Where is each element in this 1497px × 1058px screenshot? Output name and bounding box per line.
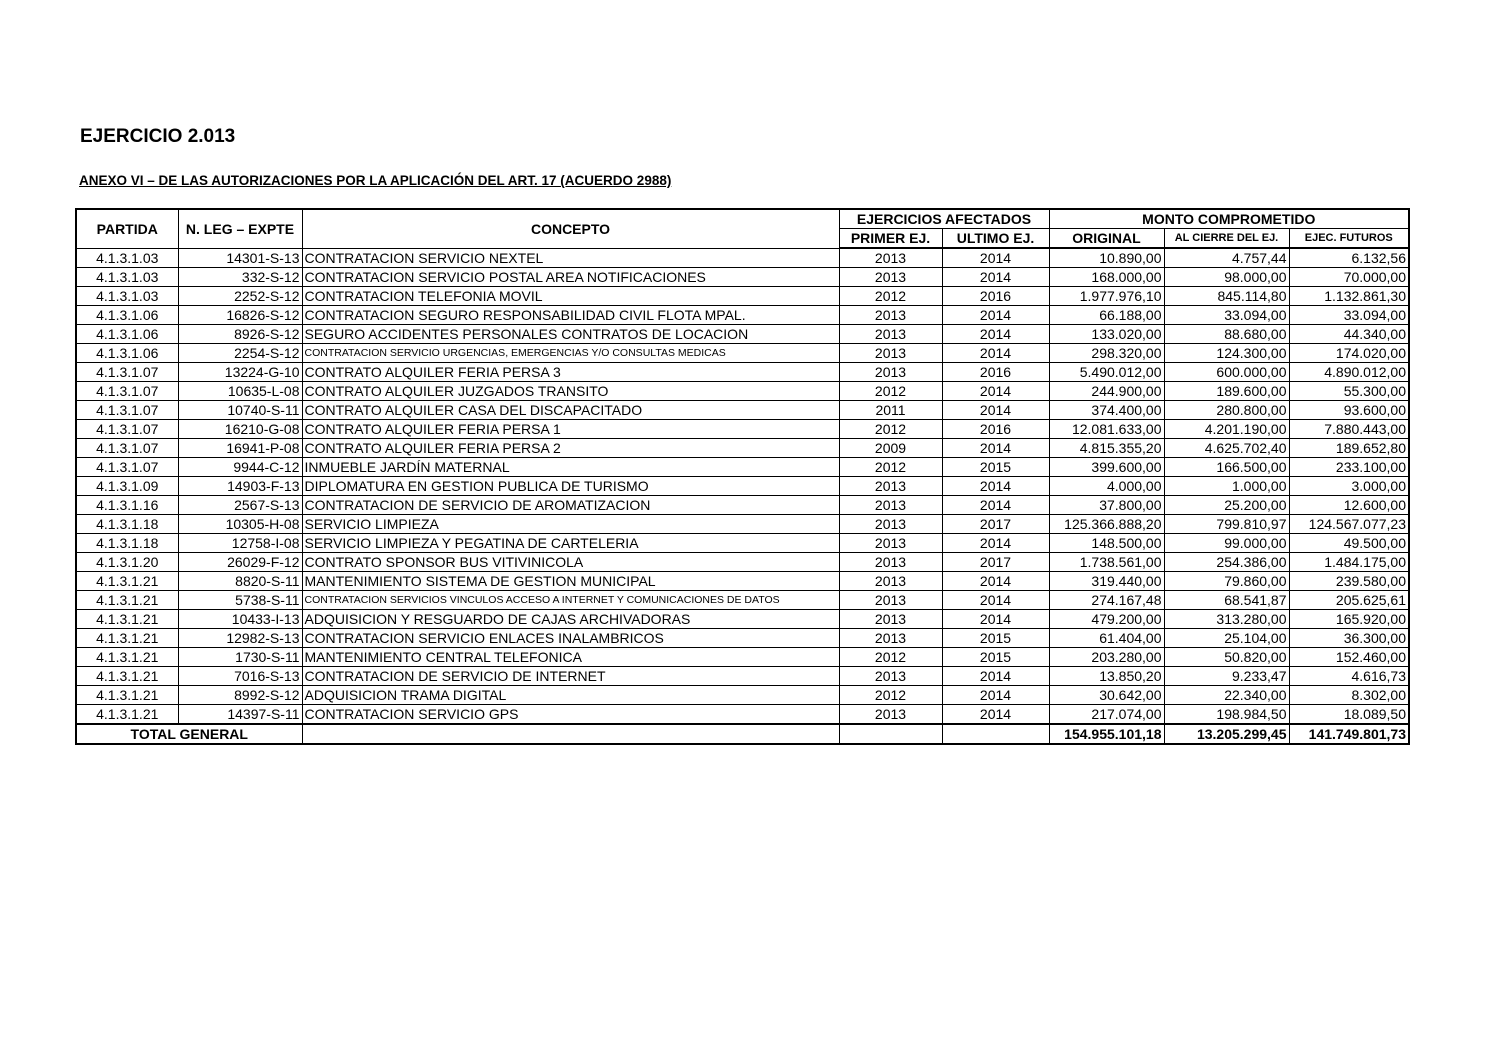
cell-primer-ej: 2013	[839, 248, 942, 268]
cell-al-cierre: 68.541,87	[1164, 591, 1289, 610]
cell-primer-ej: 2013	[839, 344, 942, 363]
cell-partida: 4.1.3.1.21	[76, 705, 178, 725]
total-original: 154.955.101,18	[1049, 724, 1164, 744]
cell-concepto: CONTRATACION TELEFONIA MOVIL	[302, 287, 839, 306]
cell-nleg-expte: 332-S-12	[178, 268, 302, 287]
cell-nleg-expte: 12982-S-13	[178, 629, 302, 648]
cell-ultimo-ej: 2014	[942, 248, 1049, 268]
cell-al-cierre: 799.810,97	[1164, 515, 1289, 534]
cell-ultimo-ej: 2014	[942, 496, 1049, 515]
cell-ultimo-ej: 2015	[942, 458, 1049, 477]
cell-concepto: CONTRATACION SERVICIO NEXTEL	[302, 248, 839, 268]
cell-ejec-futuros: 174.020,00	[1289, 344, 1409, 363]
cell-primer-ej: 2012	[839, 648, 942, 667]
cell-partida: 4.1.3.1.07	[76, 439, 178, 458]
cell-ejec-futuros: 165.920,00	[1289, 610, 1409, 629]
cell-original: 125.366.888,20	[1049, 515, 1164, 534]
cell-al-cierre: 166.500,00	[1164, 458, 1289, 477]
cell-partida: 4.1.3.1.21	[76, 591, 178, 610]
cell-nleg-expte: 13224-G-10	[178, 363, 302, 382]
cell-al-cierre: 99.000,00	[1164, 534, 1289, 553]
cell-concepto: CONTRATO ALQUILER CASA DEL DISCAPACITADO	[302, 401, 839, 420]
cell-concepto: CONTRATO SPONSOR BUS VITIVINICOLA	[302, 553, 839, 572]
cell-al-cierre: 50.820,00	[1164, 648, 1289, 667]
cell-partida: 4.1.3.1.07	[76, 420, 178, 439]
cell-partida: 4.1.3.1.21	[76, 629, 178, 648]
cell-nleg-expte: 12758-I-08	[178, 534, 302, 553]
table-row	[76, 401, 1409, 420]
cell-original: 66.188,00	[1049, 306, 1164, 325]
header-nleg-expte: N. LEG – EXPTE	[178, 209, 302, 248]
cell-primer-ej: 2012	[839, 686, 942, 705]
cell-ejec-futuros: 44.340,00	[1289, 325, 1409, 344]
table-row	[76, 248, 1409, 268]
table-row	[76, 705, 1409, 725]
cell-ultimo-ej: 2014	[942, 439, 1049, 458]
cell-al-cierre: 88.680,00	[1164, 325, 1289, 344]
header-monto-comprometido: MONTO COMPROMETIDO	[1049, 209, 1409, 229]
table-row	[76, 553, 1409, 572]
cell-nleg-expte: 2567-S-13	[178, 496, 302, 515]
total-ultimo-empty	[942, 724, 1049, 744]
cell-primer-ej: 2013	[839, 610, 942, 629]
table-row	[76, 648, 1409, 667]
cell-nleg-expte: 10305-H-08	[178, 515, 302, 534]
cell-original: 274.167,48	[1049, 591, 1164, 610]
cell-primer-ej: 2013	[839, 515, 942, 534]
cell-partida: 4.1.3.1.07	[76, 458, 178, 477]
cell-concepto: ADQUISICION TRAMA DIGITAL	[302, 686, 839, 705]
table-row	[76, 363, 1409, 382]
cell-ejec-futuros: 93.600,00	[1289, 401, 1409, 420]
cell-concepto: CONTRATACION SEGURO RESPONSABILIDAD CIVIL FLOTA MPAL.	[302, 306, 839, 325]
cell-ejec-futuros: 152.460,00	[1289, 648, 1409, 667]
cell-al-cierre: 4.757,44	[1164, 248, 1289, 268]
cell-original: 399.600,00	[1049, 458, 1164, 477]
cell-ultimo-ej: 2014	[942, 344, 1049, 363]
cell-nleg-expte: 7016-S-13	[178, 667, 302, 686]
cell-ejec-futuros: 4.890.012,00	[1289, 363, 1409, 382]
cell-original: 4.000,00	[1049, 477, 1164, 496]
cell-partida: 4.1.3.1.03	[76, 248, 178, 268]
cell-concepto: CONTRATO ALQUILER JUZGADOS TRANSITO	[302, 382, 839, 401]
cell-ejec-futuros: 33.094,00	[1289, 306, 1409, 325]
cell-primer-ej: 2013	[839, 363, 942, 382]
cell-primer-ej: 2013	[839, 306, 942, 325]
cell-partida: 4.1.3.1.06	[76, 325, 178, 344]
total-row	[76, 724, 1409, 744]
cell-original: 298.320,00	[1049, 344, 1164, 363]
cell-concepto: ADQUISICION Y RESGUARDO DE CAJAS ARCHIVADORAS	[302, 610, 839, 629]
cell-nleg-expte: 1730-S-11	[178, 648, 302, 667]
cell-ultimo-ej: 2014	[942, 591, 1049, 610]
table-row	[76, 572, 1409, 591]
cell-nleg-expte: 10635-L-08	[178, 382, 302, 401]
total-al-cierre: 13.205.299,45	[1164, 724, 1289, 744]
cell-primer-ej: 2013	[839, 496, 942, 515]
cell-nleg-expte: 8926-S-12	[178, 325, 302, 344]
table-row	[76, 591, 1409, 610]
table-row	[76, 534, 1409, 553]
table-row	[76, 325, 1409, 344]
cell-primer-ej: 2012	[839, 382, 942, 401]
total-label: TOTAL GENERAL	[76, 724, 302, 744]
cell-concepto: DIPLOMATURA EN GESTION PUBLICA DE TURISMO	[302, 477, 839, 496]
authorizations-table	[75, 208, 1410, 745]
cell-ejec-futuros: 4.616,73	[1289, 667, 1409, 686]
cell-ultimo-ej: 2015	[942, 629, 1049, 648]
total-primer-empty	[839, 724, 942, 744]
total-ejec-futuros: 141.749.801,73	[1289, 724, 1409, 744]
cell-original: 30.642,00	[1049, 686, 1164, 705]
cell-primer-ej: 2013	[839, 591, 942, 610]
cell-nleg-expte: 10433-I-13	[178, 610, 302, 629]
header-partida: PARTIDA	[76, 209, 178, 248]
header-al-cierre: AL CIERRE DEL EJ.	[1164, 229, 1289, 249]
cell-al-cierre: 280.800,00	[1164, 401, 1289, 420]
cell-nleg-expte: 2254-S-12	[178, 344, 302, 363]
cell-ejec-futuros: 1.132.861,30	[1289, 287, 1409, 306]
cell-original: 244.900,00	[1049, 382, 1164, 401]
cell-partida: 4.1.3.1.09	[76, 477, 178, 496]
cell-concepto: CONTRATACION DE SERVICIO DE AROMATIZACION	[302, 496, 839, 515]
cell-primer-ej: 2013	[839, 534, 942, 553]
cell-concepto: CONTRATACION SERVICIOS VINCULOS ACCESO A INTERNET Y COMUNICACIONES DE DATOS	[302, 591, 839, 610]
cell-original: 10.890,00	[1049, 248, 1164, 268]
cell-original: 12.081.633,00	[1049, 420, 1164, 439]
cell-al-cierre: 22.340,00	[1164, 686, 1289, 705]
cell-primer-ej: 2012	[839, 287, 942, 306]
cell-ultimo-ej: 2014	[942, 477, 1049, 496]
cell-primer-ej: 2013	[839, 667, 942, 686]
cell-ejec-futuros: 36.300,00	[1289, 629, 1409, 648]
cell-ejec-futuros: 6.132,56	[1289, 248, 1409, 268]
cell-original: 5.490.012,00	[1049, 363, 1164, 382]
cell-concepto: CONTRATACION SERVICIO GPS	[302, 705, 839, 725]
header-original: ORIGINAL	[1049, 229, 1164, 249]
cell-al-cierre: 4.625.702,40	[1164, 439, 1289, 458]
cell-al-cierre: 33.094,00	[1164, 306, 1289, 325]
cell-ejec-futuros: 70.000,00	[1289, 268, 1409, 287]
cell-partida: 4.1.3.1.21	[76, 648, 178, 667]
cell-ultimo-ej: 2017	[942, 553, 1049, 572]
cell-nleg-expte: 5738-S-11	[178, 591, 302, 610]
cell-ultimo-ej: 2014	[942, 306, 1049, 325]
table-body	[76, 248, 1409, 724]
cell-nleg-expte: 8992-S-12	[178, 686, 302, 705]
cell-ultimo-ej: 2016	[942, 363, 1049, 382]
cell-ultimo-ej: 2016	[942, 287, 1049, 306]
cell-al-cierre: 98.000,00	[1164, 268, 1289, 287]
cell-al-cierre: 25.200,00	[1164, 496, 1289, 515]
cell-partida: 4.1.3.1.07	[76, 363, 178, 382]
cell-concepto: CONTRATACION SERVICIO POSTAL AREA NOTIFICACIONES	[302, 268, 839, 287]
header-ejercicios-afectados: EJERCICIOS AFECTADOS	[839, 209, 1049, 229]
cell-partida: 4.1.3.1.07	[76, 382, 178, 401]
cell-nleg-expte: 14903-F-13	[178, 477, 302, 496]
table-row	[76, 287, 1409, 306]
cell-partida: 4.1.3.1.18	[76, 534, 178, 553]
cell-al-cierre: 1.000,00	[1164, 477, 1289, 496]
table-row	[76, 439, 1409, 458]
cell-original: 168.000,00	[1049, 268, 1164, 287]
cell-al-cierre: 25.104,00	[1164, 629, 1289, 648]
table-row	[76, 629, 1409, 648]
table-row	[76, 610, 1409, 629]
cell-nleg-expte: 9944-C-12	[178, 458, 302, 477]
cell-concepto: INMUEBLE JARDÍN MATERNAL	[302, 458, 839, 477]
cell-primer-ej: 2012	[839, 420, 942, 439]
cell-primer-ej: 2011	[839, 401, 942, 420]
table-row	[76, 382, 1409, 401]
cell-partida: 4.1.3.1.21	[76, 610, 178, 629]
cell-partida: 4.1.3.1.20	[76, 553, 178, 572]
annex-subtitle: ANEXO VI – DE LAS AUTORIZACIONES POR LA APLICACIÓN DEL ART. 17 (ACUERDO 2988)	[79, 173, 672, 188]
cell-original: 133.020,00	[1049, 325, 1164, 344]
cell-al-cierre: 9.233,47	[1164, 667, 1289, 686]
cell-nleg-expte: 10740-S-11	[178, 401, 302, 420]
cell-ultimo-ej: 2014	[942, 401, 1049, 420]
table-row	[76, 344, 1409, 363]
cell-partida: 4.1.3.1.21	[76, 667, 178, 686]
cell-ejec-futuros: 239.580,00	[1289, 572, 1409, 591]
cell-concepto: CONTRATACION SERVICIO ENLACES INALAMBRICOS	[302, 629, 839, 648]
cell-primer-ej: 2012	[839, 458, 942, 477]
cell-original: 13.850,20	[1049, 667, 1164, 686]
cell-ejec-futuros: 7.880.443,00	[1289, 420, 1409, 439]
cell-primer-ej: 2013	[839, 268, 942, 287]
cell-ejec-futuros: 1.484.175,00	[1289, 553, 1409, 572]
cell-partida: 4.1.3.1.18	[76, 515, 178, 534]
cell-ultimo-ej: 2014	[942, 705, 1049, 725]
table-row	[76, 667, 1409, 686]
cell-original: 319.440,00	[1049, 572, 1164, 591]
table-row	[76, 268, 1409, 287]
cell-ejec-futuros: 18.089,50	[1289, 705, 1409, 725]
cell-partida: 4.1.3.1.16	[76, 496, 178, 515]
cell-ultimo-ej: 2015	[942, 648, 1049, 667]
cell-partida: 4.1.3.1.21	[76, 686, 178, 705]
table-row	[76, 420, 1409, 439]
cell-ejec-futuros: 233.100,00	[1289, 458, 1409, 477]
header-primer-ej: PRIMER EJ.	[839, 229, 942, 249]
cell-partida: 4.1.3.1.03	[76, 268, 178, 287]
cell-ultimo-ej: 2014	[942, 382, 1049, 401]
cell-ultimo-ej: 2014	[942, 572, 1049, 591]
cell-nleg-expte: 26029-F-12	[178, 553, 302, 572]
cell-al-cierre: 189.600,00	[1164, 382, 1289, 401]
cell-nleg-expte: 2252-S-12	[178, 287, 302, 306]
table-row	[76, 515, 1409, 534]
cell-original: 203.280,00	[1049, 648, 1164, 667]
table-row	[76, 306, 1409, 325]
cell-ultimo-ej: 2014	[942, 686, 1049, 705]
cell-nleg-expte: 8820-S-11	[178, 572, 302, 591]
cell-original: 61.404,00	[1049, 629, 1164, 648]
cell-nleg-expte: 14301-S-13	[178, 248, 302, 268]
cell-ejec-futuros: 49.500,00	[1289, 534, 1409, 553]
table-row	[76, 496, 1409, 515]
cell-original: 1.738.561,00	[1049, 553, 1164, 572]
cell-concepto: MANTENIMIENTO SISTEMA DE GESTION MUNICIPAL	[302, 572, 839, 591]
cell-partida: 4.1.3.1.06	[76, 306, 178, 325]
cell-concepto: CONTRATO ALQUILER FERIA PERSA 2	[302, 439, 839, 458]
total-concepto-empty	[302, 724, 839, 744]
cell-primer-ej: 2013	[839, 477, 942, 496]
cell-nleg-expte: 16941-P-08	[178, 439, 302, 458]
cell-partida: 4.1.3.1.21	[76, 572, 178, 591]
cell-concepto: CONTRATO ALQUILER FERIA PERSA 3	[302, 363, 839, 382]
header-ultimo-ej: ULTIMO EJ.	[942, 229, 1049, 249]
cell-ejec-futuros: 189.652,80	[1289, 439, 1409, 458]
cell-original: 374.400,00	[1049, 401, 1164, 420]
cell-primer-ej: 2013	[839, 705, 942, 725]
cell-al-cierre: 79.860,00	[1164, 572, 1289, 591]
cell-original: 479.200,00	[1049, 610, 1164, 629]
cell-concepto: CONTRATACION DE SERVICIO DE INTERNET	[302, 667, 839, 686]
cell-original: 1.977.976,10	[1049, 287, 1164, 306]
cell-concepto: SERVICIO LIMPIEZA	[302, 515, 839, 534]
page-title: EJERCICIO 2.013	[80, 126, 236, 147]
table-row	[76, 458, 1409, 477]
header-ejec-futuros: EJEC. FUTUROS	[1289, 229, 1409, 249]
cell-original: 217.074,00	[1049, 705, 1164, 725]
cell-ultimo-ej: 2014	[942, 268, 1049, 287]
cell-al-cierre: 4.201.190,00	[1164, 420, 1289, 439]
cell-concepto: CONTRATACION SERVICIO URGENCIAS, EMERGENCIAS Y/O CONSULTAS MEDICAS	[302, 344, 839, 363]
cell-al-cierre: 254.386,00	[1164, 553, 1289, 572]
cell-ejec-futuros: 8.302,00	[1289, 686, 1409, 705]
cell-concepto: CONTRATO ALQUILER FERIA PERSA 1	[302, 420, 839, 439]
cell-partida: 4.1.3.1.07	[76, 401, 178, 420]
cell-ejec-futuros: 55.300,00	[1289, 382, 1409, 401]
table-row	[76, 477, 1409, 496]
table-header	[76, 209, 1409, 248]
cell-nleg-expte: 16210-G-08	[178, 420, 302, 439]
cell-ejec-futuros: 12.600,00	[1289, 496, 1409, 515]
cell-ultimo-ej: 2014	[942, 667, 1049, 686]
cell-nleg-expte: 14397-S-11	[178, 705, 302, 725]
cell-ejec-futuros: 3.000,00	[1289, 477, 1409, 496]
cell-ultimo-ej: 2016	[942, 420, 1049, 439]
cell-partida: 4.1.3.1.03	[76, 287, 178, 306]
cell-al-cierre: 600.000,00	[1164, 363, 1289, 382]
cell-partida: 4.1.3.1.06	[76, 344, 178, 363]
cell-ejec-futuros: 124.567.077,23	[1289, 515, 1409, 534]
cell-primer-ej: 2013	[839, 325, 942, 344]
cell-original: 148.500,00	[1049, 534, 1164, 553]
cell-ejec-futuros: 205.625,61	[1289, 591, 1409, 610]
cell-nleg-expte: 16826-S-12	[178, 306, 302, 325]
cell-concepto: MANTENIMIENTO CENTRAL TELEFONICA	[302, 648, 839, 667]
cell-al-cierre: 124.300,00	[1164, 344, 1289, 363]
cell-ultimo-ej: 2014	[942, 325, 1049, 344]
cell-original: 37.800,00	[1049, 496, 1164, 515]
cell-original: 4.815.355,20	[1049, 439, 1164, 458]
header-concepto: CONCEPTO	[302, 209, 839, 248]
table-row	[76, 686, 1409, 705]
cell-ultimo-ej: 2014	[942, 610, 1049, 629]
cell-primer-ej: 2013	[839, 553, 942, 572]
cell-al-cierre: 313.280,00	[1164, 610, 1289, 629]
cell-primer-ej: 2013	[839, 629, 942, 648]
cell-concepto: SERVICIO LIMPIEZA Y PEGATINA DE CARTELERIA	[302, 534, 839, 553]
cell-al-cierre: 198.984,50	[1164, 705, 1289, 725]
cell-primer-ej: 2013	[839, 572, 942, 591]
cell-ultimo-ej: 2017	[942, 515, 1049, 534]
cell-concepto: SEGURO ACCIDENTES PERSONALES CONTRATOS DE LOCACION	[302, 325, 839, 344]
cell-primer-ej: 2009	[839, 439, 942, 458]
cell-al-cierre: 845.114,80	[1164, 287, 1289, 306]
cell-ultimo-ej: 2014	[942, 534, 1049, 553]
